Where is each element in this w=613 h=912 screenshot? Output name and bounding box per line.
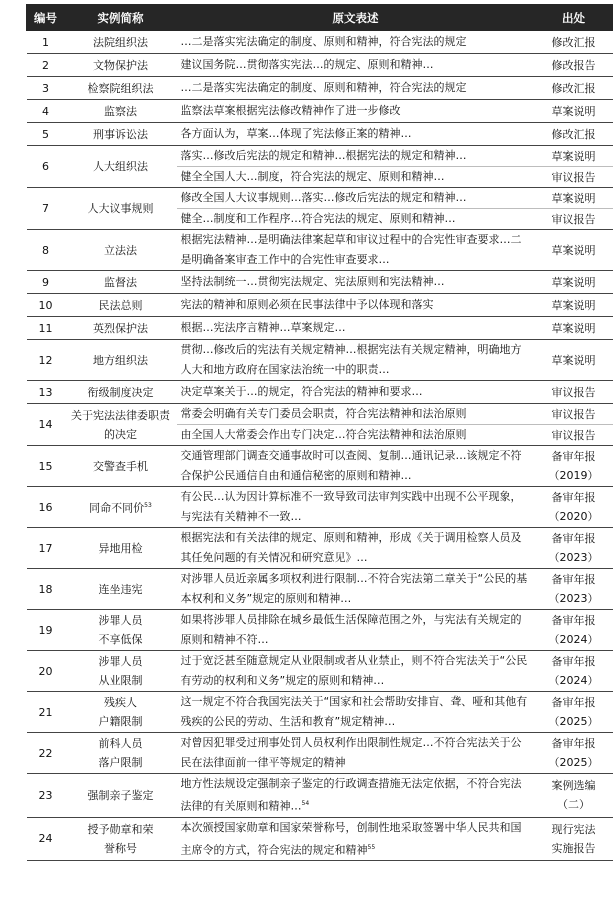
table-row: [27, 340, 613, 381]
row-num: 1: [27, 31, 65, 54]
row-name: 民法总则: [65, 294, 177, 317]
row-name: 地方组织法: [65, 340, 177, 381]
row-source: [535, 651, 613, 692]
table-row: [27, 146, 613, 167]
row-num: 10: [27, 294, 65, 317]
row-source: 审议报告: [535, 425, 613, 446]
header-name: 实例简称: [65, 5, 177, 31]
row-source: 修改报告: [535, 54, 613, 77]
source-line: 现行宪法: [551, 822, 596, 836]
row-text: 过于宽泛甚至随意规定从业限制或者从业禁止，则不符合宪法关于“公民有劳动的权利和义务”规定的原则和精神…: [177, 651, 535, 692]
row-source: 草案说明: [535, 294, 613, 317]
row-text: 各方面认为，草案…体现了宪法修正案的精神…: [177, 123, 535, 146]
row-text: 建议国务院…贯彻落实宪法…的规定、原则和精神…: [177, 54, 535, 77]
row-text: 根据…宪法序言精神…草案规定…: [177, 317, 535, 340]
row-text: …二是落实宪法确定的制度、原则和精神，符合宪法的规定: [177, 31, 535, 54]
row-text: 根据宪法和有关法律的规定、原则和精神，形成《关于调用检察人员及其任免问题的有关情况和研究意见》…: [177, 528, 535, 569]
source-line: （2025）: [548, 756, 599, 769]
row-source: 草案说明: [535, 230, 613, 271]
row-num: 15: [27, 446, 65, 487]
table-row: [27, 404, 613, 425]
table-row: [27, 733, 613, 774]
row-name: [65, 487, 177, 528]
table-row: [27, 487, 613, 528]
source-line: 备审年报: [551, 696, 596, 709]
row-source: 修改汇报: [535, 123, 613, 146]
row-text: 修改全国人大议事规则…落实…修改后宪法的规定和精神…: [177, 188, 535, 209]
source-line: 备审年报: [551, 491, 596, 504]
table-row: [27, 77, 613, 100]
table-row: [27, 381, 613, 404]
name-line: 户籍限制: [98, 715, 143, 728]
source-line: 备审年报: [551, 450, 596, 463]
row-name: 交警查手机: [65, 446, 177, 487]
row-text: 常委会明确有关专门委员会职责，符合宪法精神和法治原则: [177, 404, 535, 425]
table-row: [27, 692, 613, 733]
row-text: 这一规定不符合我国宪法关于“国家和社会帮助安排盲、聋、哑和其他有残疾的公民的劳动、生活和教育”规定精神…: [177, 692, 535, 733]
row-text: 坚持法制统一…贯彻宪法规定、宪法原则和宪法精神…: [177, 271, 535, 294]
row-num: 21: [27, 692, 65, 733]
name-line: 残疾人: [104, 696, 137, 709]
text-body: 本次颁授国家勋章和国家荣誉称号，创制性地采取签署中华人民共和国主席令的方式，符合宪法的规定和精神: [180, 820, 522, 857]
name-line: 涉罪人员: [98, 655, 143, 668]
row-name: 英烈保护法: [65, 317, 177, 340]
table-row: [27, 100, 613, 123]
row-num: 23: [27, 774, 65, 818]
row-source: 草案说明: [535, 317, 613, 340]
row-source: [535, 733, 613, 774]
name-line: 不享低保: [98, 633, 143, 646]
header-num: 编号: [27, 5, 65, 31]
source-line: （二）: [557, 798, 590, 812]
row-text: 健全…制度和工作程序…符合宪法的规定、原则和精神…: [177, 209, 535, 230]
name-text: 同命不同价: [89, 501, 145, 515]
name-line: 涉罪人员: [98, 614, 143, 627]
table-row: [27, 123, 613, 146]
row-source: 审议报告: [535, 404, 613, 425]
source-line: 备审年报: [551, 655, 596, 668]
row-num: 14: [27, 404, 65, 446]
row-source: 修改汇报: [535, 31, 613, 54]
row-text: 贯彻…修改后的宪法有关规定精神…根据宪法有关规定精神，明确地方人大和地方政府在国家法治统一中的职责…: [177, 340, 535, 381]
row-text: 有公民…认为因计算标准不一致导致司法审判实践中出现不公平现象，与宪法有关精神不一致…: [177, 487, 535, 528]
row-name: 法院组织法: [65, 31, 177, 54]
table-row: [27, 446, 613, 487]
row-text: 根据宪法精神…是明确法律案起草和审议过程中的合宪性审查要求…二是明确备案审查工作中的合宪性审查要求…: [177, 230, 535, 271]
row-name: [65, 733, 177, 774]
table-row: [27, 569, 613, 610]
row-num: 3: [27, 77, 65, 100]
row-text: 对涉罪人员近亲属多项权利进行限制…不符合宪法第二章关于“公民的基本权利和义务”规定的原则和精神…: [177, 569, 535, 610]
row-num: 13: [27, 381, 65, 404]
row-num: 2: [27, 54, 65, 77]
row-text: 落实…修改后宪法的规定和精神…根据宪法的规定和精神…: [177, 146, 535, 167]
table-row: [27, 230, 613, 271]
source-line: （2023）: [548, 592, 599, 605]
table-row: [27, 774, 613, 818]
source-line: （2024）: [548, 633, 599, 646]
row-text: …二是落实宪法确定的制度、原则和精神，符合宪法的规定: [177, 77, 535, 100]
table-header-row: [27, 5, 613, 31]
table-row: [27, 31, 613, 54]
row-num: 7: [27, 188, 65, 230]
header-text: 原文表述: [177, 5, 535, 31]
row-name: [65, 817, 177, 861]
row-num: 16: [27, 487, 65, 528]
row-num: 5: [27, 123, 65, 146]
name-line: 誉称号: [104, 841, 137, 855]
table-row: [27, 610, 613, 651]
name-line: 落户限制: [98, 756, 143, 769]
row-num: 11: [27, 317, 65, 340]
row-text: 决定草案关于…的规定，符合宪法的精神和要求…: [177, 381, 535, 404]
row-source: [535, 817, 613, 861]
row-source: 草案说明: [535, 100, 613, 123]
table-row: [27, 651, 613, 692]
source-line: 备审年报: [551, 532, 596, 545]
source-line: 备审年报: [551, 573, 596, 586]
row-text: 宪法的精神和原则必须在民事法律中予以体现和落实: [177, 294, 535, 317]
row-source: 修改汇报: [535, 77, 613, 100]
row-source: [535, 528, 613, 569]
row-num: 18: [27, 569, 65, 610]
footnote-marker: 54: [301, 800, 310, 807]
source-line: （2023）: [548, 551, 599, 564]
name-line: 授予勋章和荣: [87, 822, 154, 836]
row-num: 6: [27, 146, 65, 188]
row-source: 草案说明: [535, 271, 613, 294]
row-name: 监督法: [65, 271, 177, 294]
row-num: 8: [27, 230, 65, 271]
row-source: 草案说明: [535, 340, 613, 381]
row-name: 异地用检: [65, 528, 177, 569]
source-line: 实施报告: [551, 841, 596, 855]
row-num: 24: [27, 817, 65, 861]
row-source: 审议报告: [535, 209, 613, 230]
row-num: 4: [27, 100, 65, 123]
row-name: 立法法: [65, 230, 177, 271]
row-name: 刑事诉讼法: [65, 123, 177, 146]
row-name: 人大组织法: [65, 146, 177, 188]
row-name: [65, 692, 177, 733]
row-name: 人大议事规则: [65, 188, 177, 230]
row-source: [535, 487, 613, 528]
row-text: [177, 817, 535, 861]
footnote-marker: 55: [367, 843, 376, 851]
source-line: 案例选编: [551, 779, 596, 793]
table-row: [27, 817, 613, 861]
row-num: 9: [27, 271, 65, 294]
row-text: 对曾因犯罪受过刑事处罚人员权利作出限制性规定…不符合宪法关于公民在法律面前一律平等规定的精神: [177, 733, 535, 774]
row-source: [535, 774, 613, 818]
source-line: 备审年报: [551, 737, 596, 750]
source-line: （2025）: [548, 715, 599, 728]
row-name: [65, 651, 177, 692]
row-source: [535, 610, 613, 651]
row-source: 审议报告: [535, 167, 613, 188]
table-row: [27, 271, 613, 294]
row-source: [535, 569, 613, 610]
row-num: 20: [27, 651, 65, 692]
row-name: 衔级制度决定: [65, 381, 177, 404]
row-num: 19: [27, 610, 65, 651]
source-line: （2020）: [548, 510, 599, 523]
row-name: [65, 610, 177, 651]
row-source: 草案说明: [535, 188, 613, 209]
row-name: 文物保护法: [65, 54, 177, 77]
row-source: 审议报告: [535, 381, 613, 404]
row-name: 检察院组织法: [65, 77, 177, 100]
name-line: 前科人员: [98, 737, 143, 750]
source-line: （2024）: [548, 674, 599, 687]
source-line: （2019）: [548, 469, 599, 482]
table-row: [27, 54, 613, 77]
row-source: [535, 692, 613, 733]
table-row: [27, 528, 613, 569]
row-text: 由全国人大常委会作出专门决定…符合宪法精神和法治原则: [177, 425, 535, 446]
row-text: 健全全国人大…制度，符合宪法的规定、原则和精神…: [177, 167, 535, 188]
name-line: 从业限制: [98, 674, 143, 687]
row-num: 22: [27, 733, 65, 774]
row-text: 如果将涉罪人员排除在城乡最低生活保障范围之外，与宪法有关规定的原则和精神不符…: [177, 610, 535, 651]
table-row: [27, 294, 613, 317]
row-num: 12: [27, 340, 65, 381]
row-name: 关于宪法法律委职责的决定: [65, 404, 177, 446]
constitution-spirit-table: [26, 4, 613, 861]
source-line: 备审年报: [551, 614, 596, 627]
row-text: [177, 774, 535, 818]
table-row: [27, 317, 613, 340]
table-row: [27, 188, 613, 209]
footnote-marker: 53: [144, 502, 152, 510]
row-name: 连坐违宪: [65, 569, 177, 610]
row-text: 交通管理部门调查交通事故时可以查阅、复制…通讯记录…该规定不符合保护公民通信自由和通信秘密的原则和精神…: [177, 446, 535, 487]
row-source: [535, 446, 613, 487]
row-name: 强制亲子鉴定: [65, 774, 177, 818]
row-source: 草案说明: [535, 146, 613, 167]
text-body: 地方性法规设定强制亲子鉴定的行政调查措施无法定依据，不符合宪法法律的有关原则和精神…: [180, 777, 522, 813]
header-source: 出处: [535, 5, 613, 31]
row-text: 监察法草案根据宪法修改精神作了进一步修改: [177, 100, 535, 123]
row-name: 监察法: [65, 100, 177, 123]
row-num: 17: [27, 528, 65, 569]
